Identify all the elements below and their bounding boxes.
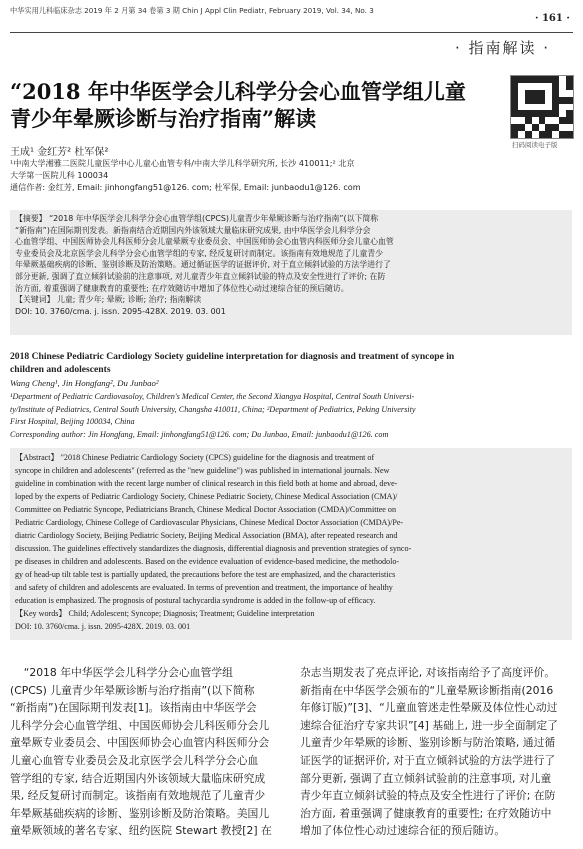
- english-aff-line: First Hospital, Beijing 100034, China: [10, 417, 135, 426]
- abstract-en-line: loped by the experts of Pediatric Cardiology Society, Chinese Pediatric Society, Chinese Medical Association (CMA)/: [15, 492, 398, 501]
- body-text-line: 部分更新, 强调了直立倾斜试验前的注意事项, 对儿童: [300, 771, 552, 785]
- body-text-line: 儿科学分会心血管学组、中国医师协会儿科医师分会儿: [10, 718, 270, 732]
- body-text-line: 青少年直立倾斜试验的特点及安全性进行了评价; 在防: [300, 789, 556, 803]
- abstract-en-line: pe diseases in children and adolescents. Based on the evidence evaluation of evidence-based medicine, the methodolo-: [15, 557, 400, 566]
- section-label: · 指南解读 ·: [455, 39, 551, 57]
- abstract-en-line: Pediatric Cardiology, Chinese College of Cardiovascular Physicians, Chinese Medical Doctor Association (CMDA)/Pe-: [15, 518, 404, 527]
- article-title-cn: [10, 78, 490, 132]
- body-text-line: 管学组的专家, 结合近期国内外该领域大量临床研究成: [10, 771, 266, 785]
- body-column-right: [300, 664, 575, 840]
- abstract-en-line: syncope in children and adolescents" (referred as the "new guideline") was published in international journals. New: [15, 466, 390, 475]
- body-text-line: “2018 年中华医学会儿科学分会心血管学组: [10, 666, 233, 679]
- article-title-line1: “2018 年中华医学会儿科学分会心血管学组儿童: [10, 79, 466, 104]
- body-text-line: “新指南”)在国际期刊发表[1]。该指南由中华医学会: [10, 701, 257, 715]
- english-aff-line: ty/Institute of Pediatrics, Central South University, Changsha 410011, China; ²Department of Pediatrics, Peking University: [10, 404, 416, 414]
- body-text-line: 年晕厥基础疾病的诊断、鉴别诊断及防治策略。美国儿: [10, 806, 270, 820]
- abstract-cn-line: 专业委员会及北京医学会儿科学分会心血管学组的专家, 经反复研讨而制定。该指南有效地规范了儿童青少: [15, 248, 383, 258]
- page-number: · 161 ·: [535, 13, 570, 24]
- body-text-line: 年修订版)”[3]、“儿童血管迷走性晕厥及体位性心动过: [300, 701, 558, 715]
- abstract-cn-box: [10, 210, 572, 335]
- keywords-cn: 【关键词】 儿童; 青少年; 晕厥; 诊断; 治疗; 指南解读: [15, 295, 202, 305]
- header-rule: [10, 32, 573, 33]
- article-title-line2: 青少年晕厥诊断与治疗指南”解读: [10, 106, 317, 131]
- affiliation-cn-line2: 大学第一医院儿科 100034: [10, 170, 109, 181]
- corresponding-author-cn: 通信作者: 金红芳, Email: jinhongfang51@126. com; 杜军保, Email: junbaodu1@126. com: [10, 182, 361, 193]
- english-aff-line: ¹Department of Pediatric Cardiovasoloy, Children's Medical Center, the Second Xiangya Hospital, Central South Universi-: [10, 392, 415, 401]
- body-text-line: 治方面, 着重强调了健康教育的重要性; 在疗效随访中: [300, 806, 552, 820]
- abstract-cn-line: 【摘要】 “2018 年中华医学会儿科学分会心血管学组(CPCS)儿童青少年晕厥诊断与治疗指南”(以下简称: [15, 214, 379, 223]
- affiliation-cn-line1: ¹中南大学湘雅二医院儿童医学中心儿童心血管专科/中南大学儿科学研究所, 长沙 410011;² 北京: [10, 158, 355, 168]
- abstract-en-box: [10, 448, 572, 640]
- english-title-line2: children and adolescents: [10, 363, 111, 375]
- english-title: [10, 351, 575, 376]
- body-text-line: 杂志当期发表了亮点评论, 对该指南给予了高度评价。: [300, 666, 556, 679]
- body-text-line: 证医学的证据评价, 对于直立倾斜试验的方法学进行了: [300, 753, 556, 767]
- abstract-en-line: education is emphasized. The prognosis of postural tachycardia syndrome is added in the follow-up of efficacy.: [15, 596, 376, 605]
- body-text-line: 儿童心血管专业委员会及北京医学会儿科学分会心血: [10, 753, 259, 767]
- body-text-line: (CPCS) 儿童青少年晕厥诊断与治疗指南”(以下简称: [10, 683, 255, 697]
- body-column-left: [10, 664, 290, 840]
- body-text-line: 增加了体位性心动过速综合征的预后随访。: [300, 824, 506, 838]
- english-authors: Wang Cheng¹, Jin Hongfang², Du Junbao²: [10, 378, 159, 388]
- abstract-en-line: diatric Cardiology Society, Beijing Pediatric Society, Beijing Medical Association (BMA), after repeated research and: [15, 531, 398, 540]
- authors-cn: 王成¹ 金红芳² 杜军保²: [10, 147, 109, 158]
- abstract-cn-line: 治方面, 着重强调了健康教育的重要性; 在疗效随访中增加了体位性心动过速综合征的预后随访。: [15, 283, 349, 293]
- doi-en: DOI: 10. 3760/cma. j. issn. 2095-428X. 2019. 03. 001: [15, 622, 191, 631]
- english-affiliations: [10, 391, 580, 441]
- abstract-cn-line: 心血管学组、中国医师协会儿科医师分会儿童晕厥专业委员会、中国医师协会心血管内科医师分会儿童心血管: [15, 237, 394, 247]
- abstract-en-line: Committee on Pediatric Syncope, Pediatricians Branch, Chinese Medical Doctor Association (CMDA)/Committee on: [15, 505, 397, 514]
- body-text-line: 果, 经反复研讨而制定。该指南有效地规范了儿童青少: [10, 789, 266, 803]
- abstract-en-line: guideline in combination with the recent large number of clinical research in this field both at home and abroad, deve-: [15, 479, 398, 488]
- body-text-line: 新指南在中华医学会颁布的“儿童晕厥诊断指南(2016: [300, 683, 554, 697]
- keywords-en: 【Key words】 Child; Adolescent; Syncope; Diagnosis; Treatment; Guideline interpretation: [15, 609, 315, 618]
- abstract-cn-line: 年晕厥基础疾病的诊断、鉴别诊断及防治策略。通过循证医学的证据评价, 对于直立倾斜试验的方法学进行了: [15, 260, 391, 270]
- qr-code-icon[interactable]: [510, 75, 574, 139]
- body-text-line: 速综合征治疗专家共识”[4] 基础上, 进一步全面制定了: [300, 718, 558, 732]
- affiliations-cn: [10, 157, 575, 194]
- abstract-en-line: gy of head-up tilt table test is partially updated, the precautions before the test are emphasized, and the characteristics: [15, 570, 396, 579]
- abstract-en-line: and safety of children and adolescents are evaluated. In terms of prevention and treatment, the importance of healthy: [15, 583, 393, 592]
- body-text-line: 童晕厥专业委员会、中国医师协会心血管内科医师分会: [10, 736, 270, 750]
- abstract-en-line: 【Abstract】 "2018 Chinese Pediatric Cardiology Society (CPCS) guideline for the diagnosis and treatment of: [15, 453, 375, 462]
- journal-header-line: 中华实用儿科临床杂志 2019 年 2 月第 34 卷第 3 期 Chin J Appl Clin Pediatr, February 2019, Vol. 34, No. 3: [10, 6, 374, 15]
- abstract-en-line: discussion. The guidelines effectively standardizes the diagnosis, differential diagnosis and prevention strategies of synco-: [15, 544, 412, 553]
- english-corresponding: Corresponding author: Jin Hongfang, Email: jinhongfang51@126. com; Du Junbao, Email: junbaodu1@126. com: [10, 429, 389, 439]
- abstract-cn-line: “新指南”)在国际期刊发表。新指南结合近期国内外该领域大量临床研究成果, 由中华医学会儿科学分会: [15, 225, 371, 235]
- abstract-cn-line: 部分更新, 强调了直立倾斜试验前的注意事项, 对儿童青少年直立倾斜试验的特点及安全性进行了评价; 在防: [15, 271, 386, 281]
- body-text-line: 童晕厥领域的著名专家、纽约医院 Stewart 教授[2] 在: [10, 824, 272, 838]
- qr-caption: 扫码阅读电子版: [512, 141, 558, 149]
- english-title-line1: 2018 Chinese Pediatric Cardiology Society guideline interpretation for diagnosis and treatment of syncope in: [10, 351, 455, 362]
- body-text-line: 儿童青少年晕厥的诊断、鉴别诊断与防治策略, 通过循: [300, 736, 556, 750]
- doi-cn: DOI: 10. 3760/cma. j. issn. 2095-428X. 2019. 03. 001: [15, 306, 226, 316]
